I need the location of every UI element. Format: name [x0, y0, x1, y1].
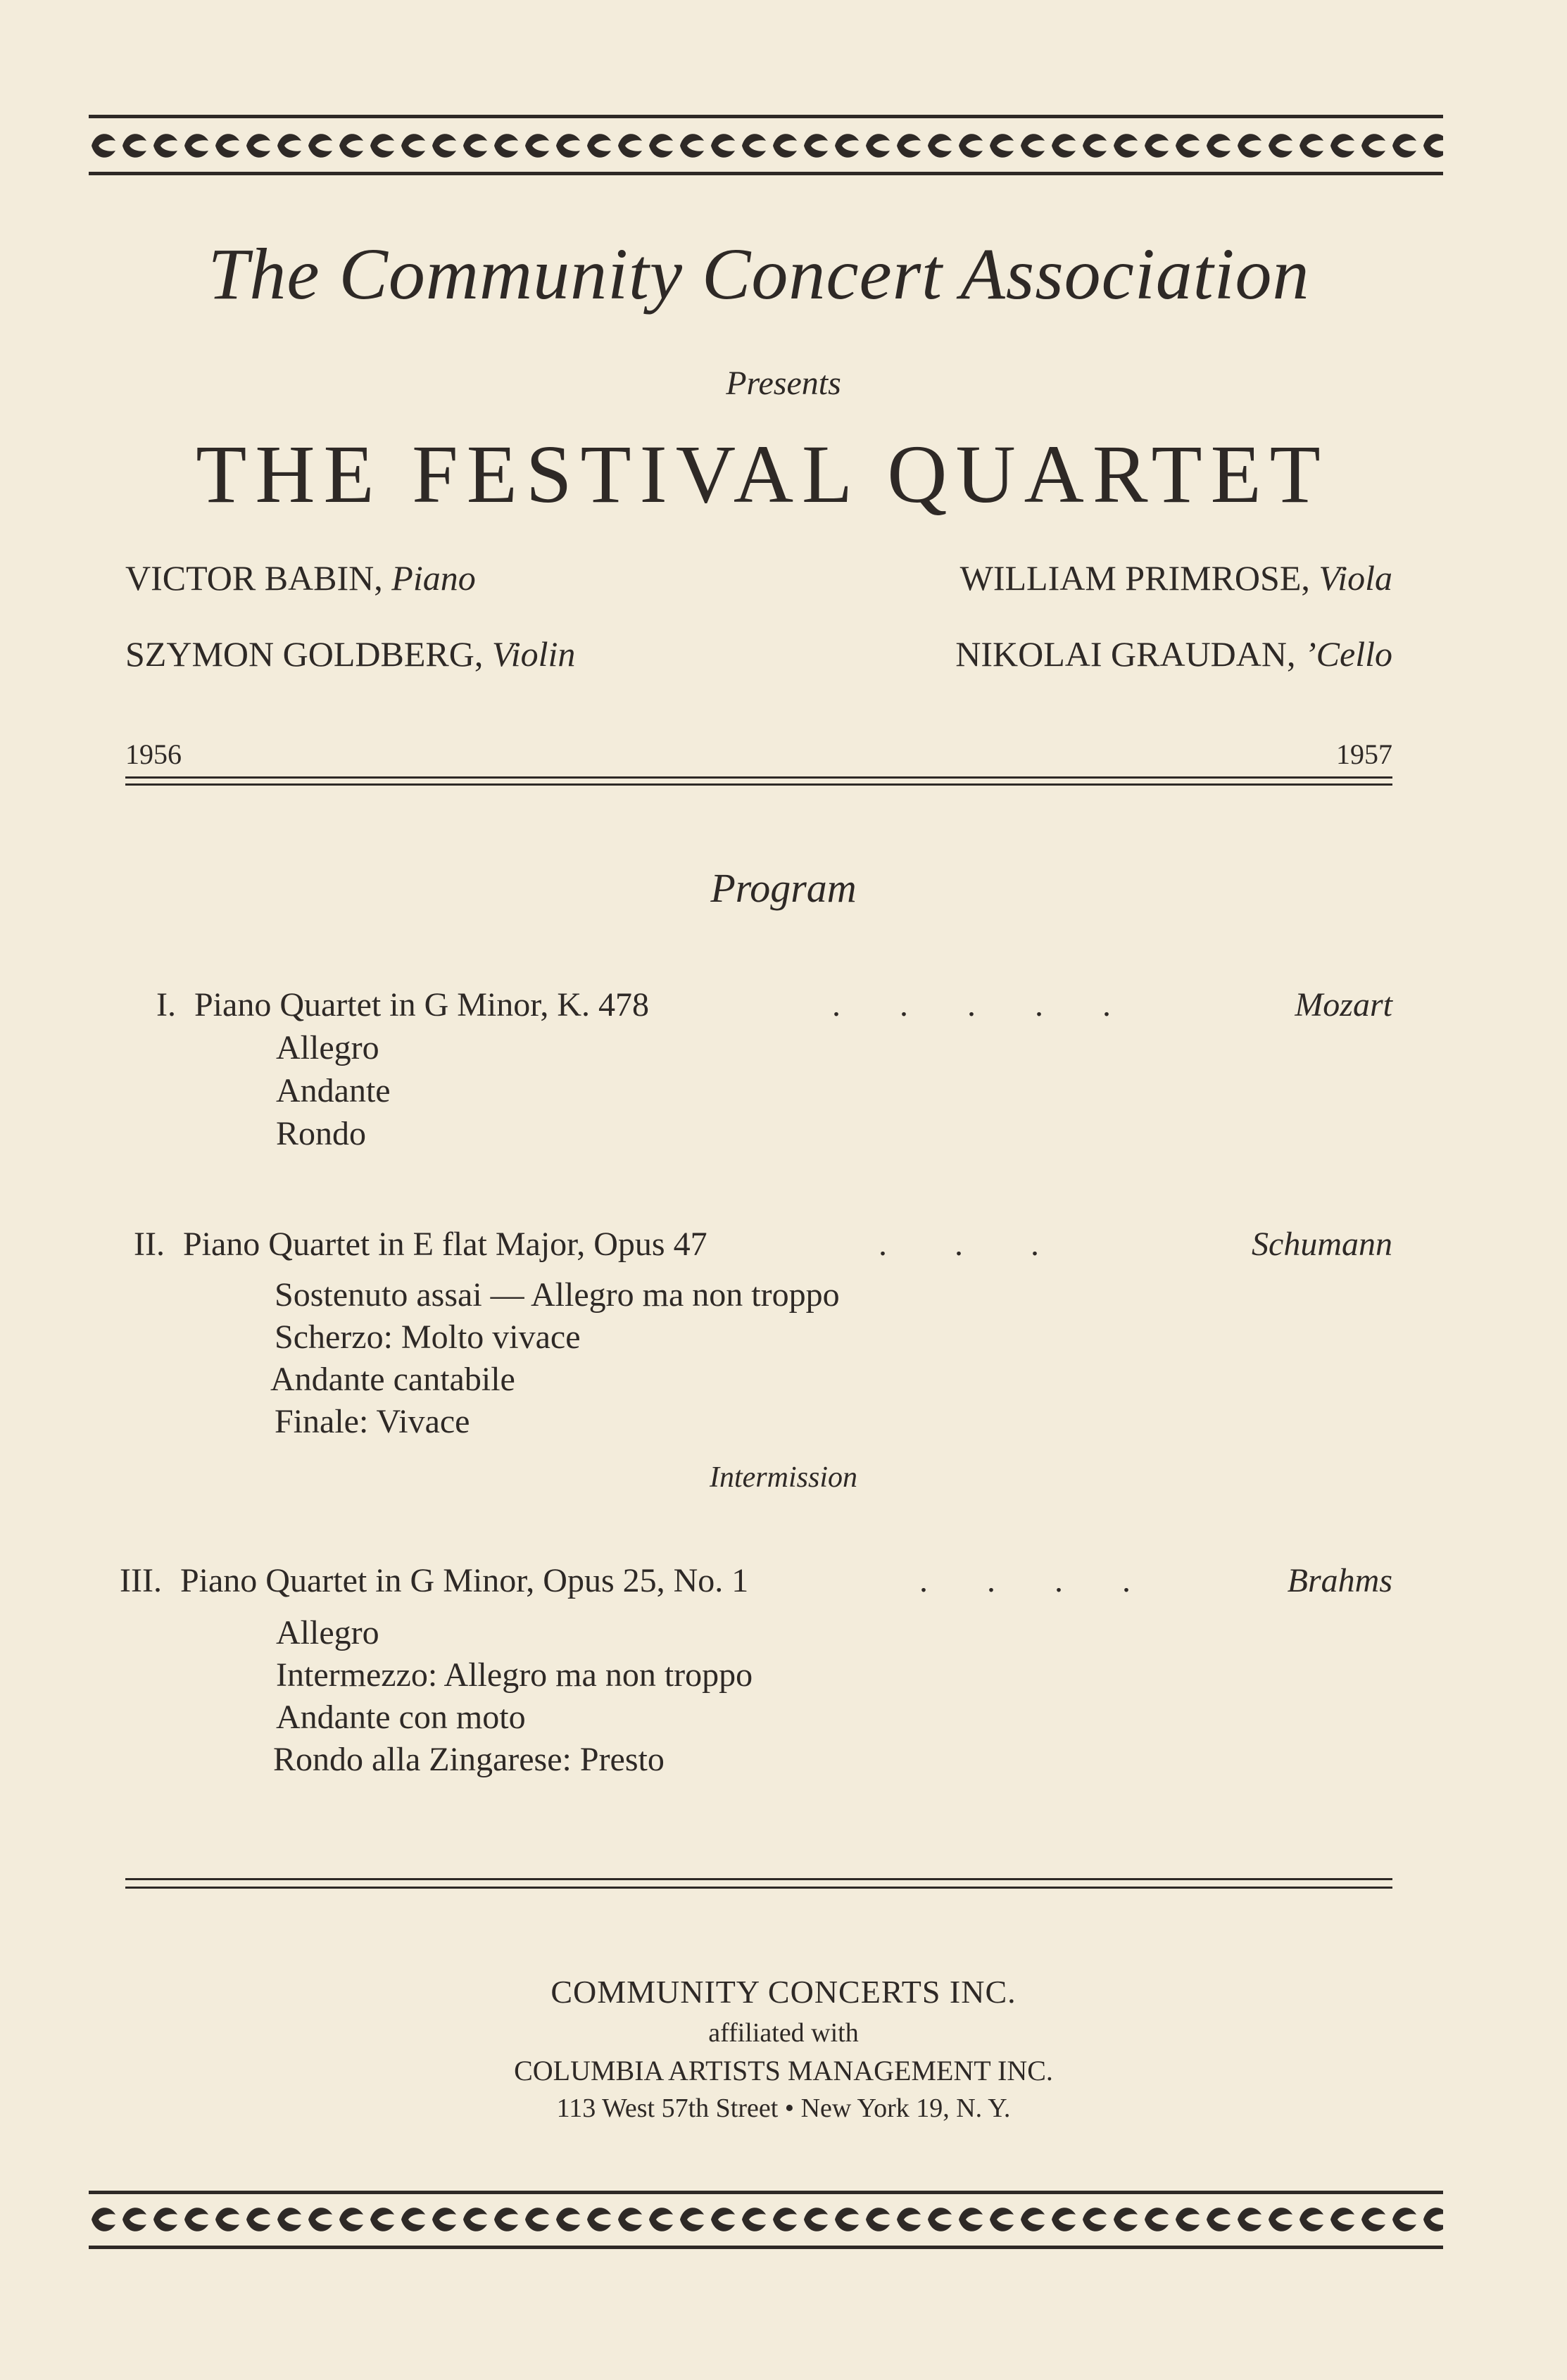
movement: Allegro	[276, 1029, 379, 1066]
movement: Intermezzo: Allegro ma non troppo	[276, 1656, 753, 1694]
artist-name: WILLIAM PRIMROSE,	[959, 558, 1310, 598]
composer-schumann: Schumann	[1252, 1226, 1392, 1263]
item-work: Piano Quartet in G Minor, Opus 25, No. 1	[180, 1562, 749, 1599]
season-start-year: 1956	[125, 738, 182, 770]
ensemble-title: THE FESTIVAL QUARTET	[196, 428, 1329, 520]
program-end-rule-upper	[125, 1878, 1392, 1880]
artist-viola	[960, 558, 1392, 598]
artist-cello	[955, 634, 1392, 674]
program-item-1	[156, 986, 649, 1024]
movement: Sostenuto assai — Allegro ma non troppo	[275, 1276, 840, 1314]
movement: Rondo alla Zingarese: Presto	[273, 1741, 665, 1778]
season-end-year: 1957	[1336, 738, 1392, 770]
composer-brahms: Brahms	[1287, 1562, 1392, 1599]
item-work: Piano Quartet in G Minor, K. 478	[194, 986, 649, 1024]
program-item-3	[120, 1561, 748, 1600]
presents-label: Presents	[726, 365, 841, 402]
footer-company: COMMUNITY CONCERTS INC.	[550, 1974, 1017, 2010]
intermission-label: Intermission	[710, 1461, 857, 1494]
leader-dots: . . . . .	[832, 986, 1111, 1024]
artist-violin	[125, 634, 575, 674]
movement: Andante con moto	[276, 1699, 526, 1736]
program-heading: Program	[710, 865, 857, 911]
artist-piano	[125, 558, 476, 598]
artist-name: NIKOLAI GRAUDAN,	[955, 634, 1296, 674]
movement: Scherzo: Molto vivace	[275, 1318, 581, 1356]
item-numeral: I.	[156, 986, 176, 1024]
item-work: Piano Quartet in E flat Major, Opus 47	[182, 1226, 707, 1263]
artist-instrument: Violin	[491, 634, 576, 674]
artist-name: SZYMON GOLDBERG,	[125, 634, 484, 674]
movement: Andante cantabile	[270, 1361, 515, 1398]
item-numeral: III.	[120, 1562, 162, 1599]
artist-instrument: ’Cello	[1304, 634, 1392, 674]
artist-instrument: Piano	[391, 558, 476, 598]
organization-title: The Community Concert Association	[208, 234, 1310, 315]
bottom-border-rule-lower	[89, 2246, 1443, 2249]
footer-management: COLUMBIA ARTISTS MANAGEMENT INC.	[514, 2055, 1053, 2086]
movement: Andante	[276, 1072, 391, 1109]
artist-name: VICTOR BABIN,	[125, 558, 383, 598]
item-numeral: II.	[134, 1226, 165, 1263]
movement: Allegro	[276, 1614, 379, 1651]
movement: Finale: Vivace	[275, 1403, 470, 1440]
top-border-rule-lower	[89, 172, 1443, 175]
footer-address: 113 West 57th Street • New York 19, N. Y.	[556, 2093, 1011, 2123]
leader-dots: . . . .	[919, 1562, 1131, 1599]
program-item-2	[134, 1225, 707, 1264]
artist-instrument: Viola	[1319, 558, 1392, 598]
leaf-border-icon	[89, 2195, 1443, 2244]
top-border-rule-upper	[89, 115, 1443, 118]
leaf-border-icon	[89, 121, 1443, 170]
footer-affiliated: affiliated with	[708, 2018, 859, 2048]
movement: Rondo	[276, 1115, 367, 1152]
season-rule-upper	[125, 776, 1392, 779]
bottom-leaf-border-ornament	[89, 2195, 1443, 2244]
season-rule-lower	[125, 783, 1392, 786]
leader-dots: . . .	[879, 1226, 1039, 1263]
top-leaf-border-ornament	[89, 121, 1443, 170]
program-end-rule-lower	[125, 1887, 1392, 1889]
bottom-border-rule-upper	[89, 2191, 1443, 2194]
composer-mozart: Mozart	[1295, 986, 1392, 1024]
